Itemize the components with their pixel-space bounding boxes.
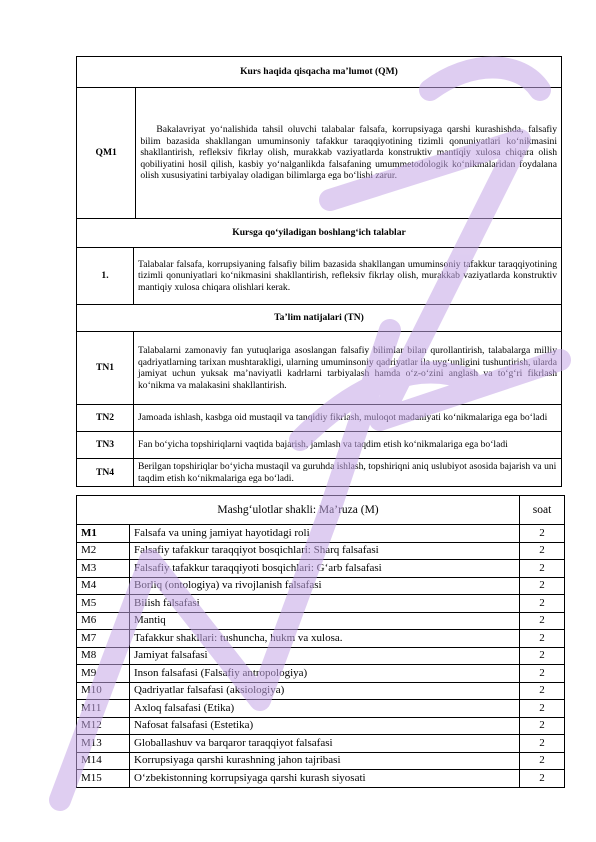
lecture-code: M10	[77, 682, 130, 700]
lecture-code: M3	[77, 560, 130, 578]
lecture-code: M4	[77, 577, 130, 595]
outcome-code: TN4	[77, 459, 134, 487]
lecture-hours: 2	[520, 752, 565, 770]
lecture-hours: 2	[520, 735, 565, 753]
lecture-topic: Inson falsafasi (Falsafiy antropologiya)	[130, 665, 520, 683]
outcome-row	[77, 432, 562, 459]
outcome-row	[77, 405, 562, 432]
lecture-row	[77, 560, 565, 578]
hours-header: soat	[520, 496, 565, 525]
lecture-topic: Nafosat falsafasi (Estetika)	[130, 717, 520, 735]
lecture-row	[77, 595, 565, 613]
lecture-code: M12	[77, 717, 130, 735]
lecture-row	[77, 525, 565, 543]
lecture-hours: 2	[520, 647, 565, 665]
outcome-code: TN1	[77, 332, 134, 405]
lecture-row	[77, 577, 565, 595]
lecture-hours: 2	[520, 717, 565, 735]
course-info-table	[76, 56, 562, 487]
lecture-row	[77, 612, 565, 630]
lecture-topic: Falsafiy tafakkur taraqqiyot bosqichlari: Sharq falsafasi	[130, 542, 520, 560]
lecture-row	[77, 542, 565, 560]
lectures-title: Mashg‘ulotlar shakli: Ma’ruza (M)	[77, 496, 520, 525]
lecture-hours: 2	[520, 525, 565, 543]
lecture-hours: 2	[520, 612, 565, 630]
lecture-topic: Borliq (ontologiya) va rivojlanish falsafasi	[130, 577, 520, 595]
lecture-row	[77, 717, 565, 735]
lecture-hours: 2	[520, 560, 565, 578]
lecture-topic: Axloq falsafasi (Etika)	[130, 700, 520, 718]
outcomes-title: Ta’lim natijalari (TN)	[77, 305, 562, 332]
lecture-hours: 2	[520, 595, 565, 613]
lecture-hours: 2	[520, 630, 565, 648]
lecture-topic: Tafakkur shakllari: tushuncha, hukm va xulosa.	[130, 630, 520, 648]
outcome-code: TN3	[77, 432, 134, 459]
lecture-topic: Falsafiy tafakkur taraqqiyoti bosqichlari: G‘arb falsafasi	[130, 560, 520, 578]
outcome-text: Talabalarni zamonaviy fan yutuqlariga asoslangan falsafiy bilimlar bilan qurollantirish, talabalarga milliy qadriyatlarning tarixan mushtarakligi, ularning umuminsoniy qadriyatlar ila uyg‘unligini tushuntirish, ularda jamiyat uchun yuksak ma’naviyatli kadrlarni tarbiyalash hamda o‘z-o‘zini anglash va to‘g‘ri fikrlash ko‘nikma va malakasini shakllantirish.	[134, 332, 562, 405]
lecture-row	[77, 770, 565, 788]
outcome-row	[77, 459, 562, 487]
lecture-code: M8	[77, 647, 130, 665]
lecture-topic: Globallashuv va barqaror taraqqiyot falsafasi	[130, 735, 520, 753]
lecture-row	[77, 630, 565, 648]
lecture-topic: O‘zbekistonning korrupsiyaga qarshi kurash siyosati	[130, 770, 520, 788]
course-info-title: Kurs haqida qisqacha ma’lumot (QM)	[77, 57, 562, 88]
lecture-row	[77, 735, 565, 753]
lecture-topic: Jamiyat falsafasi	[130, 647, 520, 665]
outcome-code: TN2	[77, 405, 134, 432]
prereq-text: Talabalar falsafa, korrupsiyaning falsafiy bilim bazasida shakllangan umuminsoniy tafakkur taraqqiyotining tizimli qonuniyatlari ko‘nikmasini shakllantirish, refleksiv fikrlay olish, murakkab vaziyatlarda konstruktiv mantiqiy xulosa chiqara olishlari kerak.	[134, 248, 562, 305]
lecture-row	[77, 682, 565, 700]
qm-description: Bakalavriyat yo‘nalishida tahsil oluvchi talabalar falsafa, korrupsiyaga qarshi kurashishda, falsafiy bilim bazasida shakllangan umuminsoniy tafakkur taraqqiyotining tizimli qonuniyatlari ko‘nikmasini shakllantirish, refleksiv fikrlay olish, murakkab vaziyatlarda konstruktiv mantiqiy xulosa chiqara olish qobiliyatini hosil qilish, kasbiy yo‘nalganlikda falsafaning umummetodologik ko‘nikmalaridan foydalana olish xususiyatini tarbiyalay oladigan bilimlarga ega bo‘lishi zarur.	[136, 88, 562, 219]
lecture-code: M11	[77, 700, 130, 718]
lecture-code: M7	[77, 630, 130, 648]
lecture-hours: 2	[520, 665, 565, 683]
lecture-code: M6	[77, 612, 130, 630]
lecture-code: M13	[77, 735, 130, 753]
outcome-row	[77, 332, 562, 405]
lecture-code: M1	[77, 525, 130, 543]
lecture-code: M2	[77, 542, 130, 560]
lecture-topic: Falsafa va uning jamiyat hayotidagi roli	[130, 525, 520, 543]
lecture-code: M5	[77, 595, 130, 613]
lecture-row	[77, 647, 565, 665]
lecture-code: M14	[77, 752, 130, 770]
lecture-topic: Korrupsiyaga qarshi kurashning jahon tajribasi	[130, 752, 520, 770]
lecture-row	[77, 752, 565, 770]
lecture-topic: Mantiq	[130, 612, 520, 630]
lecture-hours: 2	[520, 700, 565, 718]
lectures-table	[76, 495, 565, 788]
lecture-topic: Qadriyatlar falsafasi (aksiologiya)	[130, 682, 520, 700]
prereq-title: Kursga qo‘yiladigan boshlang‘ich talablar	[77, 219, 562, 248]
lecture-code: M9	[77, 665, 130, 683]
outcome-text: Fan bo‘yicha topshiriqlarni vaqtida bajarish, jamlash va taqdim etish ko‘nikmalariga ega bo‘ladi	[134, 432, 562, 459]
qm-code: QM1	[77, 88, 136, 219]
prereq-code: 1.	[77, 248, 134, 305]
lecture-code: M15	[77, 770, 130, 788]
outcome-text: Jamoada ishlash, kasbga oid mustaqil va tanqidiy fikrlash, muloqot madaniyati ko‘nikmalariga ega bo‘ladi	[134, 405, 562, 432]
lecture-hours: 2	[520, 682, 565, 700]
lecture-hours: 2	[520, 770, 565, 788]
lecture-hours: 2	[520, 577, 565, 595]
lecture-hours: 2	[520, 542, 565, 560]
lecture-topic: Bilish falsafasi	[130, 595, 520, 613]
lecture-row	[77, 700, 565, 718]
lecture-row	[77, 665, 565, 683]
outcome-text: Berilgan topshiriqlar bo‘yicha mustaqil va guruhda ishlash, topshiriqni aniq uslubiyot asosida bajarish va uni taqdim etish ko‘nikmalariga ega bo‘ladi.	[134, 459, 562, 487]
